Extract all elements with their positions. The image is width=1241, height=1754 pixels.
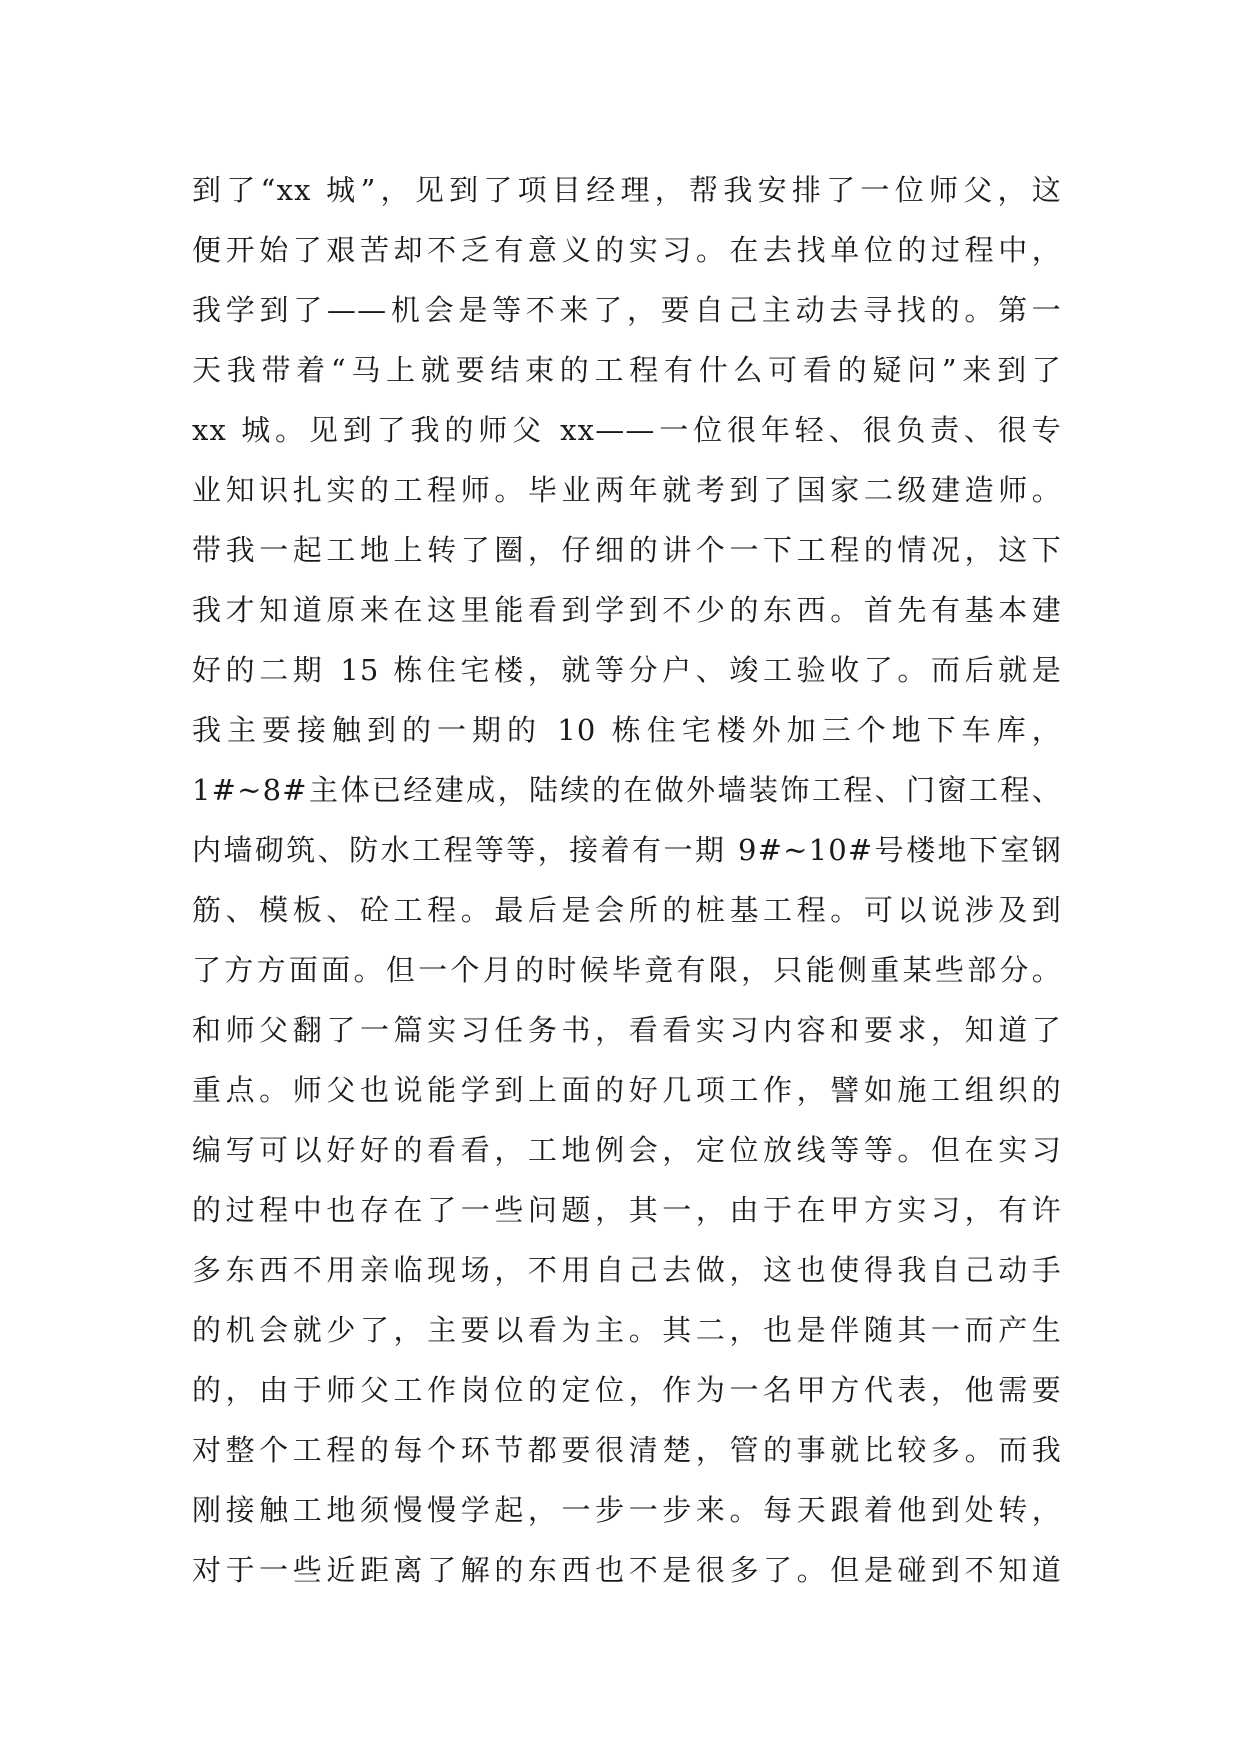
text-line: 重点。师父也说能学到上面的好几项工作，譬如施工组织的 bbox=[192, 1073, 1062, 1107]
text-line: 我主要接触到的一期的 10 栋住宅楼外加三个地下车库， bbox=[192, 713, 1062, 747]
text-line: 了方方面面。但一个月的时候毕竟有限，只能侧重某些部分。 bbox=[192, 953, 1062, 987]
text-line: 编写可以好好的看看，工地例会，定位放线等等。但在实习 bbox=[192, 1133, 1062, 1167]
text-line: 内墙砌筑、防水工程等等，接着有一期 9#~10#号楼地下室钢 bbox=[192, 833, 1062, 867]
text-line: 1#~8#主体已经建成，陆续的在做外墙装饰工程、门窗工程、 bbox=[192, 773, 1062, 807]
text-line: 好的二期 15 栋住宅楼，就等分户、竣工验收了。而后就是 bbox=[192, 653, 1062, 687]
text-line: 多东西不用亲临现场，不用自己去做，这也使得我自己动手 bbox=[192, 1253, 1062, 1287]
body-text bbox=[192, 160, 1062, 1600]
text-line: xx 城。见到了我的师父 xx——一位很年轻、很负责、很专 bbox=[192, 413, 1062, 447]
text-line: 的机会就少了，主要以看为主。其二，也是伴随其一而产生 bbox=[192, 1313, 1062, 1347]
text-line: 刚接触工地须慢慢学起，一步一步来。每天跟着他到处转， bbox=[192, 1493, 1062, 1527]
text-line: 便开始了艰苦却不乏有意义的实习。在去找单位的过程中， bbox=[192, 233, 1062, 267]
text-line: 我才知道原来在这里能看到学到不少的东西。首先有基本建 bbox=[192, 593, 1062, 627]
text-line: 筋、模板、砼工程。最后是会所的桩基工程。可以说涉及到 bbox=[192, 893, 1062, 927]
text-line: 对于一些近距离了解的东西也不是很多了。但是碰到不知道 bbox=[192, 1553, 1062, 1587]
text-line: 到了“xx 城”，见到了项目经理，帮我安排了一位师父，这 bbox=[192, 173, 1062, 207]
text-line: 对整个工程的每个环节都要很清楚，管的事就比较多。而我 bbox=[192, 1433, 1062, 1467]
text-line: 和师父翻了一篇实习任务书，看看实习内容和要求，知道了 bbox=[192, 1013, 1062, 1047]
text-line: 的过程中也存在了一些问题，其一，由于在甲方实习，有许 bbox=[192, 1193, 1062, 1227]
text-line: 我学到了——机会是等不来了，要自己主动去寻找的。第一 bbox=[192, 293, 1062, 327]
text-line: 天我带着“马上就要结束的工程有什么可看的疑问”来到了 bbox=[192, 353, 1062, 387]
text-line: 带我一起工地上转了圈，仔细的讲个一下工程的情况，这下 bbox=[192, 533, 1062, 567]
text-line: 的，由于师父工作岗位的定位，作为一名甲方代表，他需要 bbox=[192, 1373, 1062, 1407]
text-line: 业知识扎实的工程师。毕业两年就考到了国家二级建造师。 bbox=[192, 473, 1062, 507]
